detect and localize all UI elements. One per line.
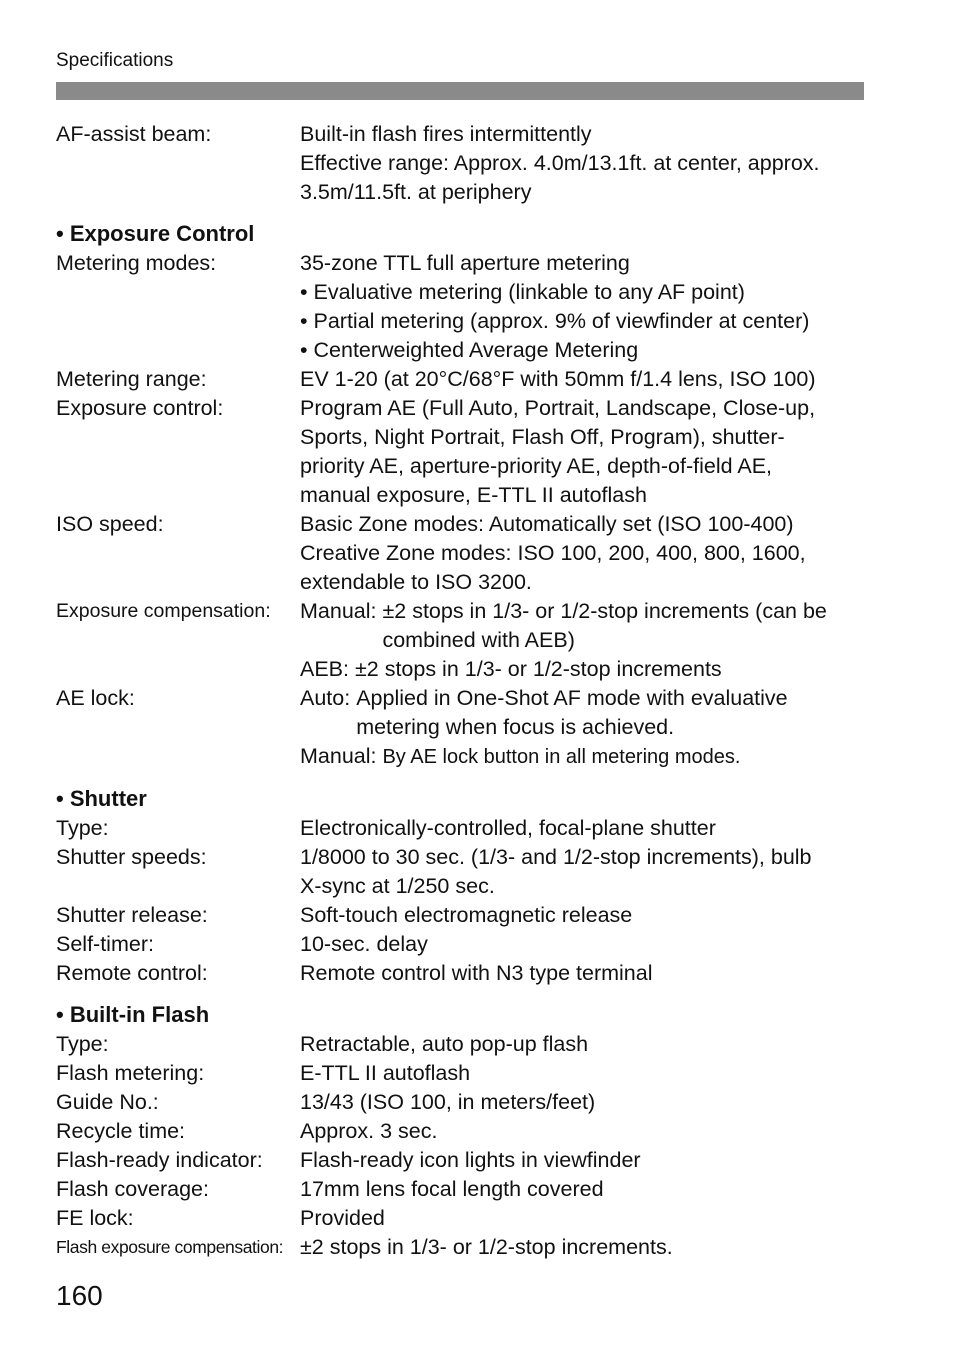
spec-row-self-timer — [56, 930, 876, 959]
section-heading-shutter: • Shutter — [56, 786, 147, 811]
ae-lock-auto — [300, 684, 876, 742]
spec-value — [300, 1146, 876, 1175]
section-heading-exposure: • Exposure Control — [56, 221, 255, 246]
manual-text: By AE lock button in all metering modes. — [382, 746, 741, 768]
spec-line: 35-zone TTL full aperture metering — [300, 251, 630, 275]
manual-prefix: Manual: — [300, 744, 383, 768]
spec-row-metering-range — [56, 365, 876, 394]
spec-value — [300, 1175, 876, 1204]
spec-line: Sports, Night Portrait, Flash Off, Program), shutter- — [300, 425, 785, 449]
spec-label: Shutter speeds: — [56, 845, 207, 869]
spec-value — [300, 684, 876, 772]
spec-label: ISO speed: — [56, 512, 164, 536]
spec-line: 3.5m/11.5ft. at periphery — [300, 180, 532, 204]
spec-label: Exposure control: — [56, 396, 224, 420]
header-rule — [56, 82, 864, 100]
spec-line: Built-in flash fires intermittently — [300, 122, 592, 146]
manual-compensation — [300, 597, 876, 655]
spec-line: Program AE (Full Auto, Portrait, Landscape, Close-up, — [300, 396, 816, 420]
spec-line: Basic Zone modes: Automatically set (ISO 100-400) — [300, 512, 794, 536]
spec-value — [300, 901, 876, 930]
spec-value — [300, 365, 876, 394]
spec-label: Exposure compensation: — [56, 600, 271, 622]
spec-value — [300, 1059, 876, 1088]
spec-row-recycle-time — [56, 1117, 876, 1146]
spec-line: • Partial metering (approx. 9% of viewfinder at center) — [300, 309, 810, 333]
spec-label: Type: — [56, 816, 109, 840]
spec-label: FE lock: — [56, 1206, 134, 1230]
spec-line: Provided — [300, 1206, 385, 1230]
spec-row-fe-lock — [56, 1204, 876, 1233]
spec-line: Retractable, auto pop-up flash — [300, 1032, 589, 1056]
spec-value — [300, 843, 876, 901]
spec-line: extendable to ISO 3200. — [300, 570, 532, 594]
spec-line: ±2 stops in 1/3- or 1/2-stop increments. — [300, 1235, 673, 1259]
spec-line: E-TTL II autoflash — [300, 1061, 471, 1085]
spec-value — [300, 120, 876, 207]
spec-line: • Centerweighted Average Metering — [300, 338, 639, 362]
spec-row-flash-ready — [56, 1146, 876, 1175]
spec-label: Recycle time: — [56, 1119, 186, 1143]
spec-line: priority AE, aperture-priority AE, depth-of-field AE, — [300, 454, 773, 478]
spec-label: Metering range: — [56, 367, 207, 391]
spec-value — [300, 249, 876, 365]
spec-value — [300, 814, 876, 843]
section-heading-flash: • Built-in Flash — [56, 1002, 210, 1027]
spec-line: ±2 stops in 1/3- or 1/2-stop increments (can be — [382, 599, 827, 623]
spec-label: Flash metering: — [56, 1061, 205, 1085]
spec-content — [56, 120, 876, 1262]
spec-row-flash-metering — [56, 1059, 876, 1088]
spec-label: Flash exposure compensation: — [56, 1237, 284, 1257]
spec-row-iso-speed — [56, 510, 876, 597]
spec-row-exposure-compensation — [56, 597, 876, 684]
spec-row-flash-coverage — [56, 1175, 876, 1204]
spec-row-remote-control — [56, 959, 876, 988]
spec-row-ae-lock — [56, 684, 876, 772]
spec-row-shutter-release — [56, 901, 876, 930]
spec-line: metering when focus is achieved. — [356, 715, 675, 739]
spec-row-metering-modes — [56, 249, 876, 365]
spec-row-flash-exposure-compensation — [56, 1233, 876, 1262]
running-header: Specifications — [56, 50, 174, 71]
spec-line: Electronically-controlled, focal-plane shutter — [300, 816, 716, 840]
ae-lock-manual — [300, 742, 876, 772]
spec-label: Guide No.: — [56, 1090, 159, 1114]
spec-value — [300, 1204, 876, 1233]
spec-line: Flash-ready icon lights in viewfinder — [300, 1148, 641, 1172]
manual-prefix: Manual: — [300, 599, 383, 623]
spec-value — [300, 930, 876, 959]
spec-label: AF-assist beam: — [56, 122, 212, 146]
spec-label: Shutter release: — [56, 903, 208, 927]
spec-line: EV 1-20 (at 20°C/68°F with 50mm f/1.4 lens, ISO 100) — [300, 367, 816, 391]
spec-row-shutter-type — [56, 814, 876, 843]
spec-value — [300, 1088, 876, 1117]
spec-line: • Evaluative metering (linkable to any AF point) — [300, 280, 745, 304]
spec-line: manual exposure, E-TTL II autoflash — [300, 483, 647, 507]
spec-line: Approx. 3 sec. — [300, 1119, 438, 1143]
spec-value — [300, 597, 876, 684]
spec-value — [300, 959, 876, 988]
spec-label: Self-timer: — [56, 932, 154, 956]
spec-line: 17mm lens focal length covered — [300, 1177, 604, 1201]
spec-row-shutter-speeds — [56, 843, 876, 901]
spec-line: combined with AEB) — [382, 628, 575, 652]
spec-label: Flash coverage: — [56, 1177, 209, 1201]
spec-line: 13/43 (ISO 100, in meters/feet) — [300, 1090, 596, 1114]
spec-label: Metering modes: — [56, 251, 217, 275]
spec-value — [300, 1030, 876, 1059]
spec-value — [300, 1233, 876, 1262]
spec-line: X-sync at 1/250 sec. — [300, 874, 495, 898]
page-number: 160 — [56, 1280, 103, 1311]
spec-label: Type: — [56, 1032, 109, 1056]
spec-line: Creative Zone modes: ISO 100, 200, 400, 800, 1600, — [300, 541, 806, 565]
spec-row-exposure-control — [56, 394, 876, 510]
spec-line-aeb: AEB: ±2 stops in 1/3- or 1/2-stop increments — [300, 657, 722, 681]
spec-line: 10-sec. delay — [300, 932, 428, 956]
spec-label: Remote control: — [56, 961, 208, 985]
spec-label: AE lock: — [56, 686, 135, 710]
spec-value — [300, 1117, 876, 1146]
spec-row-guide-no — [56, 1088, 876, 1117]
spec-line: 1/8000 to 30 sec. (1/3- and 1/2-stop increments), bulb — [300, 845, 812, 869]
spec-value — [300, 394, 876, 510]
spec-value — [300, 510, 876, 597]
spec-line: Remote control with N3 type terminal — [300, 961, 653, 985]
spec-row-flash-type — [56, 1030, 876, 1059]
spec-line: Applied in One-Shot AF mode with evaluative — [356, 686, 788, 710]
auto-prefix: Auto: — [300, 686, 357, 710]
spec-row-af-assist — [56, 120, 876, 207]
spec-line: Effective range: Approx. 4.0m/13.1ft. at center, approx. — [300, 151, 820, 175]
spec-label: Flash-ready indicator: — [56, 1148, 263, 1172]
spec-line: Soft-touch electromagnetic release — [300, 903, 633, 927]
